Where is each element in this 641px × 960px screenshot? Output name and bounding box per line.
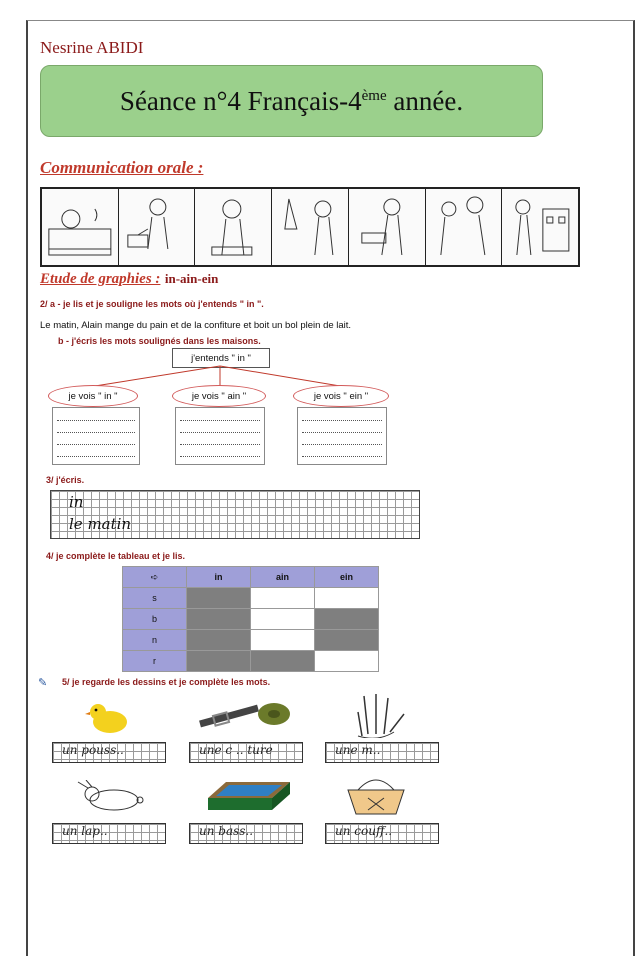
ex2-sentence: Le matin, Alain mange du pain et de la confiture et boit un bol plein de lait. <box>40 320 352 331</box>
section-oral-heading: Communication orale : <box>40 158 204 177</box>
table-row <box>123 651 379 672</box>
house-ain-box[interactable] <box>175 407 265 465</box>
ex5-instruction: 5/ je regarde les dessins et je complète les mots. <box>62 677 271 687</box>
pencil-icon: ✎ <box>38 677 48 689</box>
hand-icon <box>348 692 408 738</box>
table-header-cell: ain <box>251 567 315 588</box>
table-cell-empty[interactable] <box>251 609 315 630</box>
writing-line-2: le matin <box>69 515 132 533</box>
table-cell-disabled <box>187 588 251 609</box>
table-header-cell: in <box>187 567 251 588</box>
house-ain-label: je vois " ain " <box>172 385 266 407</box>
page-title: Séance n°4 Français-4ème année. <box>119 85 464 116</box>
ex3-instruction: 3/ j'écris. <box>46 475 85 485</box>
belt-icon <box>196 700 296 732</box>
table-row-label: n <box>123 630 187 651</box>
section-graphie-heading: Etude de graphies : in-ain-ein <box>40 271 219 287</box>
word-box-ceinture[interactable]: une c .. ture <box>189 742 303 763</box>
basket-icon <box>344 776 408 818</box>
pool-icon <box>204 776 294 818</box>
table-cell-disabled <box>315 630 379 651</box>
table-row-label: b <box>123 609 187 630</box>
table-cell-disabled <box>315 609 379 630</box>
ex2-instruction-b: b - j'écris les mots soulignés dans les maisons. <box>58 336 261 346</box>
table-cell-empty[interactable] <box>315 651 379 672</box>
table-row <box>123 588 379 609</box>
table-cell-empty[interactable] <box>251 588 315 609</box>
word-box-bassin[interactable]: un bass.. <box>189 823 303 844</box>
ex4-instruction: 4/ je complète le tableau et je lis. <box>46 551 186 561</box>
word-box-pouss[interactable]: un pouss.. <box>52 742 166 763</box>
table-cell-disabled <box>187 630 251 651</box>
table-cell-disabled <box>187 609 251 630</box>
syllable-table <box>122 566 379 672</box>
table-cell-empty[interactable] <box>251 630 315 651</box>
house-ein-label: je vois " ein " <box>293 385 389 407</box>
table-cell-disabled <box>251 651 315 672</box>
rabbit-icon <box>74 780 148 812</box>
writing-grid[interactable] <box>50 490 420 539</box>
word-box-lapin[interactable]: un lap.. <box>52 823 166 844</box>
writing-line-1: in <box>69 493 84 511</box>
word-box-main[interactable]: une m.. <box>325 742 439 763</box>
table-corner-arrow-icon: ➪ <box>123 567 187 588</box>
house-ein-box[interactable] <box>297 407 387 465</box>
ex2-instruction-a: 2/ a - je lis et je souligne les mots où j'entends " in ". <box>40 299 264 309</box>
table-row <box>123 609 379 630</box>
root-box: j'entends " in " <box>172 348 270 368</box>
house-in-label: je vois " in " <box>48 385 138 407</box>
house-in-box[interactable] <box>52 407 140 465</box>
table-row <box>123 630 379 651</box>
author-name: Nesrine ABIDI <box>40 38 144 57</box>
table-cell-disabled <box>187 651 251 672</box>
word-box-couffin[interactable]: un couff.. <box>325 823 439 844</box>
tree-connectors <box>0 0 641 420</box>
table-header-cell: ein <box>315 567 379 588</box>
table-row-label: s <box>123 588 187 609</box>
table-cell-empty[interactable] <box>315 588 379 609</box>
chick-icon <box>84 698 134 736</box>
table-row-label: r <box>123 651 187 672</box>
